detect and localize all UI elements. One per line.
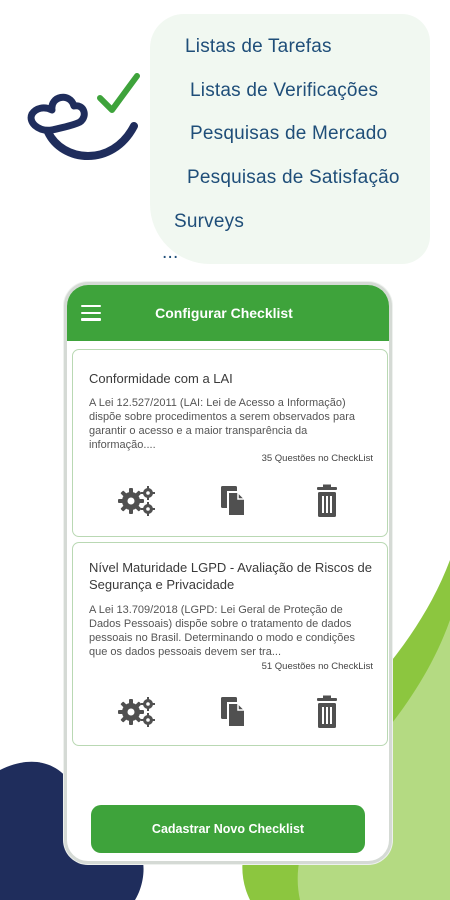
feature-item-mercado: Pesquisas de Mercado [190, 123, 388, 144]
feature-item-surveys: Surveys [174, 211, 245, 232]
question-count: 35 Questões no CheckList [261, 453, 373, 464]
features-bubble [150, 14, 430, 264]
trash-icon[interactable] [307, 695, 347, 729]
card-actions [73, 484, 387, 518]
card-title: Nível Maturidade LGPD - Avaliação de Riscos de Segurança e Privacidade [89, 560, 373, 592]
gears-icon[interactable] [117, 695, 157, 729]
page-title: Configurar Checklist [155, 305, 293, 321]
card-description: A Lei 13.709/2018 (LGPD: Lei Geral de Proteção de Dados Pessoais) dispõe sobre o tratamento de dados pessoais no Brasil. Determinando o modo e condições que os dados pessoais devem ser tra... [89, 604, 355, 658]
copy-icon[interactable] [213, 695, 253, 729]
add-checklist-button[interactable]: Cadastrar Novo Checklist [91, 805, 365, 853]
copy-icon[interactable] [213, 484, 253, 518]
phone-frame [64, 282, 392, 864]
cloud-check-logo-icon [12, 70, 147, 175]
card-description: A Lei 12.527/2011 (LAI: Lei de Acesso a Informação) dispõe sobre procedimentos a serem observados para garantir o acesso e a maior transparência da informação.... [89, 397, 355, 451]
gears-icon[interactable] [117, 484, 157, 518]
card-title: Conformidade com a LAI [89, 371, 233, 386]
feature-item-satisfacao: Pesquisas de Satisfação [187, 167, 400, 188]
checklist-card[interactable] [72, 349, 388, 537]
checklist-card[interactable] [72, 542, 388, 746]
feature-item-tarefas: Listas de Tarefas [185, 36, 332, 57]
trash-icon[interactable] [307, 484, 347, 518]
feature-item-verificacoes: Listas de Verificações [190, 80, 379, 101]
card-actions [73, 695, 387, 729]
feature-item-more: ... [162, 242, 179, 263]
question-count: 51 Questões no CheckList [261, 661, 373, 672]
hamburger-menu-icon[interactable] [81, 305, 101, 321]
app-bar [67, 285, 389, 341]
